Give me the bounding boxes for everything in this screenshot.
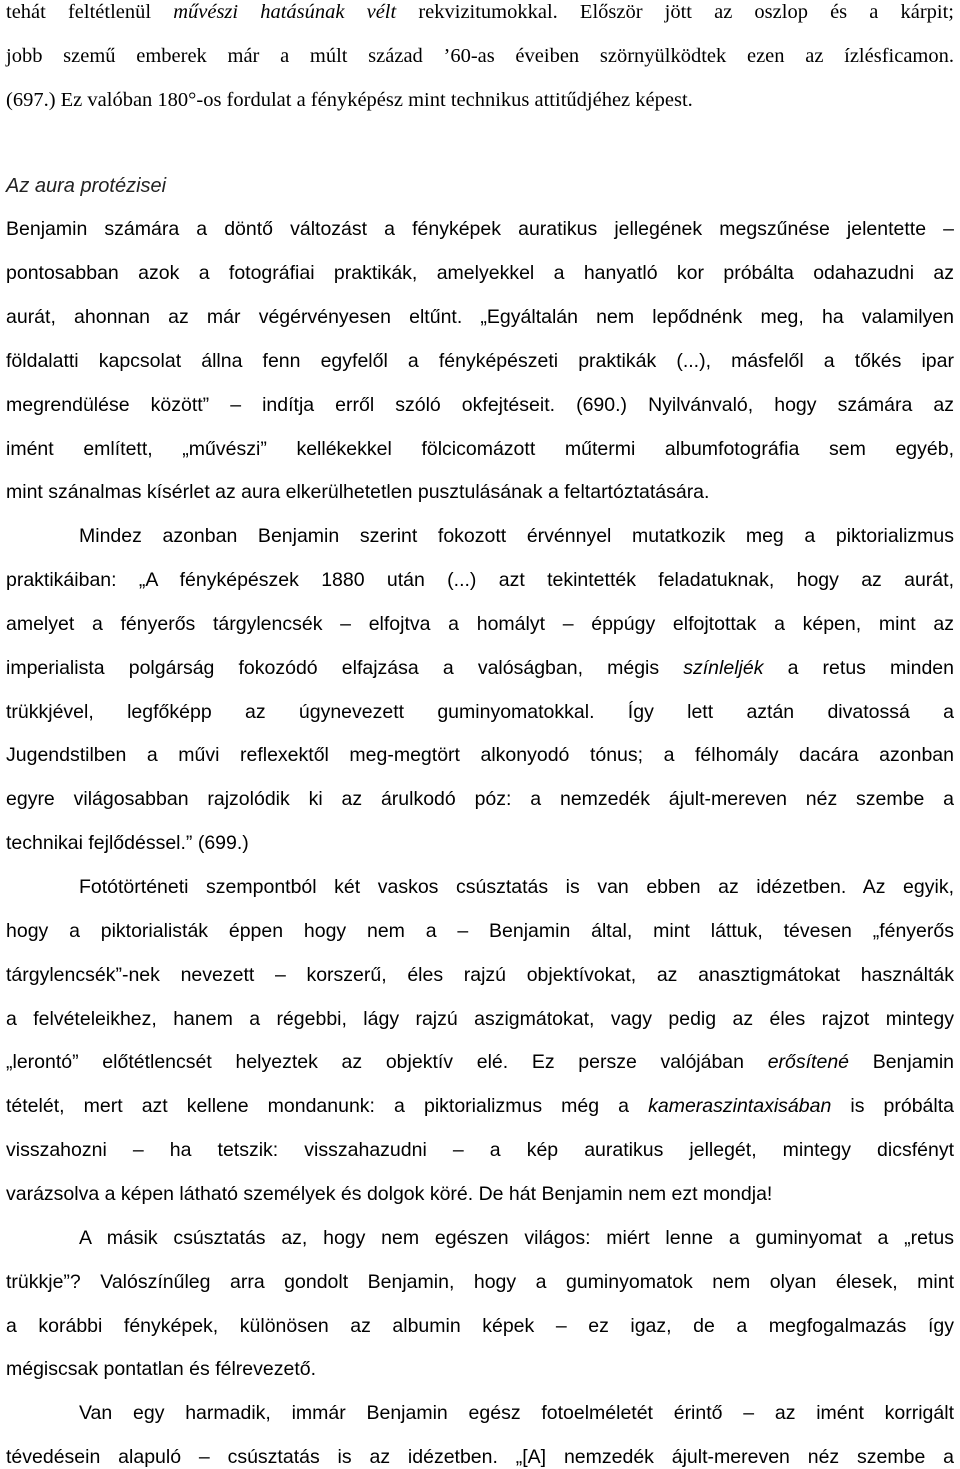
text-segment: is próbálta: [831, 1095, 955, 1117]
text-line: [6, 1314, 954, 1338]
text-segment: pontosabban azok a fotográfiai praktikák, amelyekkel a hanyatló kor próbálta odahazudni az: [6, 262, 954, 284]
text-segment: praktikáiban: „A fényképészek 1880 után (...) azt tekintették feladatuknak, hogy az aurát,: [6, 569, 954, 591]
text-line: [6, 1182, 772, 1206]
text-segment: A másik csúsztatás az, hogy nem egészen világos: miért lenne a guminyomat a „retus: [79, 1227, 954, 1249]
text-segment: trükkje”? Valószínűleg arra gondolt Benjamin, hogy a guminyomatok nem olyan élesek, mint: [6, 1271, 954, 1293]
text-line: [6, 656, 954, 680]
text-segment: Benjamin számára a döntő változást a fényképek auratikus jellegének megszűnése jelentette –: [6, 218, 954, 240]
section-heading: [6, 174, 166, 198]
text-line: [6, 1138, 954, 1162]
text-segment: trükkjével, legfőképp az úgynevezett guminyomatokkal. Így lett aztán divatossá a: [6, 701, 954, 723]
text-line: [6, 437, 954, 461]
text-segment: tárgylencsék”-nek nevezett – korszerű, éles rajzú objektívokat, az anasztigmátokat használták: [6, 964, 954, 986]
text-segment: „lerontó” előtétlencsét helyeztek az objektív elé. Ez persze valójában: [6, 1051, 768, 1073]
text-line: [6, 305, 954, 329]
text-line: [6, 963, 954, 987]
text-segment: mint szánalmas kísérlet az aura elkerülhetetlen pusztulásának a feltartóztatására.: [6, 481, 710, 503]
text-segment: varázsolva a képen látható személyek és dolgok köré. De hát Benjamin nem ezt mondja!: [6, 1183, 773, 1205]
italic-phrase: kameraszintaxisában: [648, 1095, 832, 1117]
text-line: [6, 480, 709, 504]
text-line: [6, 787, 954, 811]
text-segment: rekvizitumokkal. Először jött az oszlop és a kárpit;: [396, 1, 955, 23]
text-segment: Fotótörténeti szempontból két vaskos csúsztatás is van ebben az idézetben. Az egyik,: [79, 876, 954, 898]
text-segment: tévedésein alapuló – csúsztatás is az idézetben. „[A] nemzedék ájult-mereven néz szembe a: [6, 1446, 954, 1468]
text-segment: tételét, mert azt kellene mondanunk: a piktorializmus még a: [6, 1095, 649, 1117]
text-line: [79, 1401, 954, 1425]
text-segment: a felvételeikhez, hanem a régebbi, lágy rajzú aszigmátokat, vagy pedig az éles rajzot mintegy: [6, 1008, 954, 1030]
text-segment: a retus minden: [763, 657, 954, 679]
text-line: [6, 831, 249, 855]
text-line: [6, 743, 954, 767]
text-line: [6, 1445, 954, 1469]
text-line: [6, 261, 954, 285]
text-segment: földalatti kapcsolat állna fenn egyfelől a fényképészeti praktikák (...), másfelől a tőkés ipar: [6, 350, 954, 372]
text-segment: megrendülése között” – indítja erről szóló okfejtéseit. (690.) Nyilvánvaló, hogy számára az: [6, 394, 954, 416]
text-segment: egyre világosabban rajzolódik ki az árulkodó póz: a nemzedék ájult-mereven néz szembe a: [6, 788, 954, 810]
text-segment: Benjamin: [849, 1051, 954, 1073]
text-line: [6, 0, 954, 24]
text-line: [6, 349, 954, 373]
text-line: [6, 393, 954, 417]
text-segment: jobb szemű emberek már a múlt század ’60-as éveiben szörnyülködtek ezen az ízlésficamon.: [6, 45, 954, 67]
text-line: [6, 919, 954, 943]
text-segment: Van egy harmadik, immár Benjamin egész fotoelméletét érintő – az imént korrigált: [79, 1402, 954, 1424]
text-segment: aurát, ahonnan az már végérvényesen eltűnt. „Egyáltalán nem lepődnénk meg, ha valamilyen: [6, 306, 954, 328]
text-line: [6, 1007, 954, 1031]
text-segment: Az aura protézisei: [6, 175, 167, 197]
italic-phrase: művészi hatásúnak vélt: [173, 1, 397, 23]
text-line: [6, 217, 954, 241]
text-line: [6, 88, 693, 112]
text-segment: imperialista polgárság fokozódó elfajzása a valóságban, mégis: [6, 657, 684, 679]
text-segment: (697.) Ez valóban 180°-os fordulat a fényképész mint technikus attitűdjéhez képest.: [6, 89, 693, 111]
text-line: [79, 524, 954, 548]
text-segment: imént említett, „művészi” kellékekkel fölcicomázott műtermi albumfotográfia sem egyéb,: [6, 438, 954, 460]
text-line: [79, 875, 954, 899]
text-line: [6, 612, 954, 636]
text-line: [6, 1050, 954, 1074]
text-line: [6, 1357, 316, 1381]
text-line: [6, 1094, 954, 1118]
text-line: [6, 1270, 954, 1294]
text-segment: Mindez azonban Benjamin szerint fokozott érvénnyel mutatkozik meg a piktorializmus: [79, 525, 954, 547]
text-segment: hogy a piktorialisták éppen hogy nem a – Benjamin által, mint láttuk, tévesen „fényerős: [6, 920, 954, 942]
text-line: [6, 700, 954, 724]
text-segment: amelyet a fényerős tárgylencsék – elfojtva a homályt – éppúgy elfojtottak a képen, mint az: [6, 613, 954, 635]
text-segment: visszahozni – ha tetszik: visszahazudni – a kép auratikus jellegét, mintegy dicsfényt: [6, 1139, 954, 1161]
text-segment: Jugendstilben a művi reflexektől meg-megtört alkonyodó tónus; a félhomály dacára azonban: [6, 744, 954, 766]
text-segment: technikai fejlődéssel.” (699.): [6, 832, 249, 854]
text-segment: tehát feltétlenül: [6, 1, 174, 23]
italic-phrase: színleljék: [683, 657, 764, 679]
italic-phrase: erősítené: [767, 1051, 850, 1073]
text-segment: a korábbi fényképek, különösen az albumin képek – ez igaz, de a megfogalmazás így: [6, 1315, 954, 1337]
text-segment: mégiscsak pontatlan és félrevezető.: [6, 1358, 317, 1380]
text-line: [79, 1226, 954, 1250]
text-line: [6, 44, 954, 68]
text-line: [6, 568, 954, 592]
